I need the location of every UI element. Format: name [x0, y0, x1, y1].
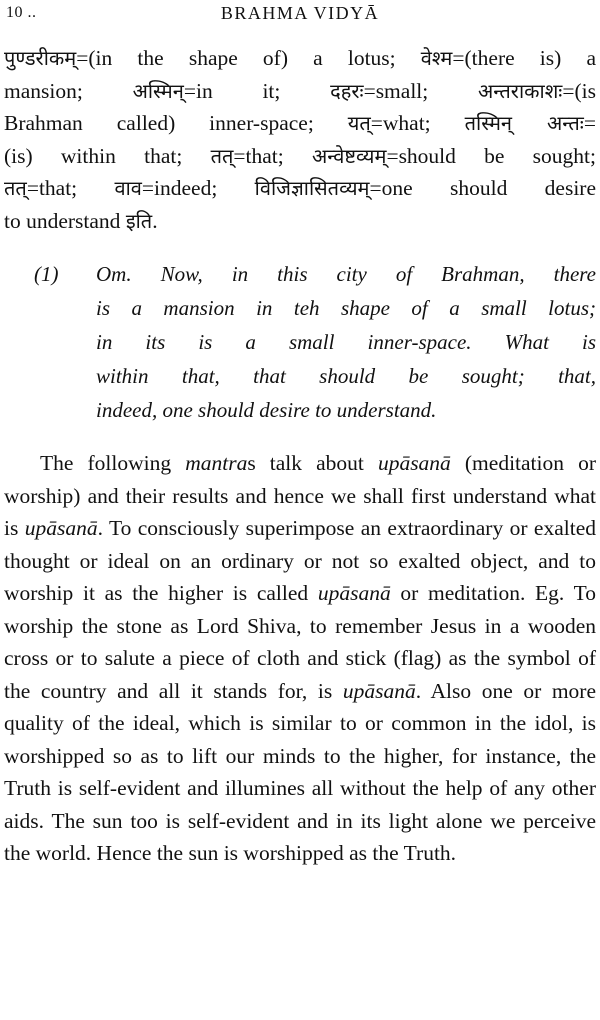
sanskrit-term: अस्मिन्: [132, 78, 184, 103]
text-run: . To consciously superimpose an extraordinary or exalted thought or ideal on an ordinary or not so exalted object, and to worship it as the higher is called: [4, 516, 596, 605]
sanskrit-term: विजिज्ञासितव्यम्: [254, 176, 370, 200]
verse-line: is a mansion in teh shape of a small lotus;: [96, 296, 596, 320]
text-run: =that;: [26, 176, 115, 200]
gloss-line: [4, 172, 596, 205]
page-header: [0, 0, 600, 28]
sanskrit-term: इति: [125, 208, 153, 233]
italic-term: mantra: [185, 451, 248, 475]
sanskrit-term: तत्: [4, 176, 27, 200]
text-run: The following: [40, 451, 186, 475]
sanskrit-term: अन्वेष्टव्यम्: [311, 143, 387, 168]
page-body: [4, 42, 596, 870]
text-run: to understand: [4, 208, 126, 233]
text-run: (meditation or worship) and their results and hence we shall first understand what is: [4, 451, 596, 540]
italic-term: upāsanā: [317, 581, 391, 605]
text-run: =(is: [562, 78, 596, 103]
page-number: 10 ..: [6, 4, 37, 21]
text-run: .: [152, 208, 158, 233]
verse-lines: [96, 257, 596, 427]
gloss-line: [4, 107, 596, 140]
sanskrit-term: वाव: [114, 176, 142, 200]
text-run: =small;: [363, 78, 478, 103]
text-run: mansion;: [4, 78, 133, 103]
text-run: =that;: [233, 143, 312, 168]
text-run: =(in the shape of) a lotus;: [76, 46, 421, 70]
verse-translation: [34, 257, 596, 427]
gloss-line: [4, 140, 596, 173]
verse-line: indeed, one should desire to understand.: [96, 398, 437, 422]
text-run: =what;: [370, 111, 465, 135]
text-run: Brahman called) inner-space;: [4, 111, 348, 135]
word-gloss-paragraph: [4, 42, 596, 237]
verse-number: (1): [34, 262, 59, 286]
text-run: =should be sought;: [386, 143, 596, 168]
sanskrit-term: यत्: [347, 111, 371, 135]
sanskrit-term: दहरः: [330, 78, 364, 103]
text-run: =(there is) a: [452, 46, 596, 70]
gloss-line: [4, 75, 596, 108]
text-run: (is) within that;: [4, 143, 211, 168]
commentary-paragraph: [4, 447, 596, 870]
italic-term: upāsanā: [377, 451, 451, 475]
text-run: or meditation. Eg. To worship the stone as Lord Shiva, to remember Jesus in a wooden cross or to salute a piece of cloth and stick (flag) as the symbol of the country and all it stands for, is: [4, 581, 596, 703]
italic-term: upāsanā: [342, 678, 416, 703]
gloss-line: [4, 205, 596, 238]
sanskrit-term: अन्तराकाशः: [477, 78, 563, 103]
text-run: s talk about: [247, 451, 378, 475]
sanskrit-term: वेश्म: [420, 46, 453, 70]
gloss-line: [4, 42, 596, 75]
running-title: BRAHMA VIDYĀ: [220, 3, 380, 23]
sanskrit-term: पुण्डरीकम्: [4, 46, 77, 70]
text-run: =: [583, 111, 596, 135]
verse-line: within that, that should be sought; that,: [96, 364, 596, 388]
text-run: =in it;: [183, 78, 331, 103]
sanskrit-term: तस्मिन् अन्तः: [464, 111, 584, 135]
text-run: . Also one or more quality of the ideal, which is similar to or common in the idol, is worshipped so as to lift our minds to the higher, for instance, the Truth is self-evident and illumines all without the help of any other aids. The sun too is self-evident and in its light alone we perceive the world. Hence the sun is worshipped as the Truth.: [4, 678, 596, 865]
text-run: =indeed;: [141, 176, 255, 200]
verse-line: Om. Now, in this city of Brahman, there: [96, 262, 596, 286]
sanskrit-term: तत्: [210, 143, 234, 168]
verse-line: in its is a small inner-space. What is: [96, 330, 596, 354]
italic-term: upāsanā: [24, 516, 98, 540]
text-run: =one should desire: [369, 176, 596, 200]
